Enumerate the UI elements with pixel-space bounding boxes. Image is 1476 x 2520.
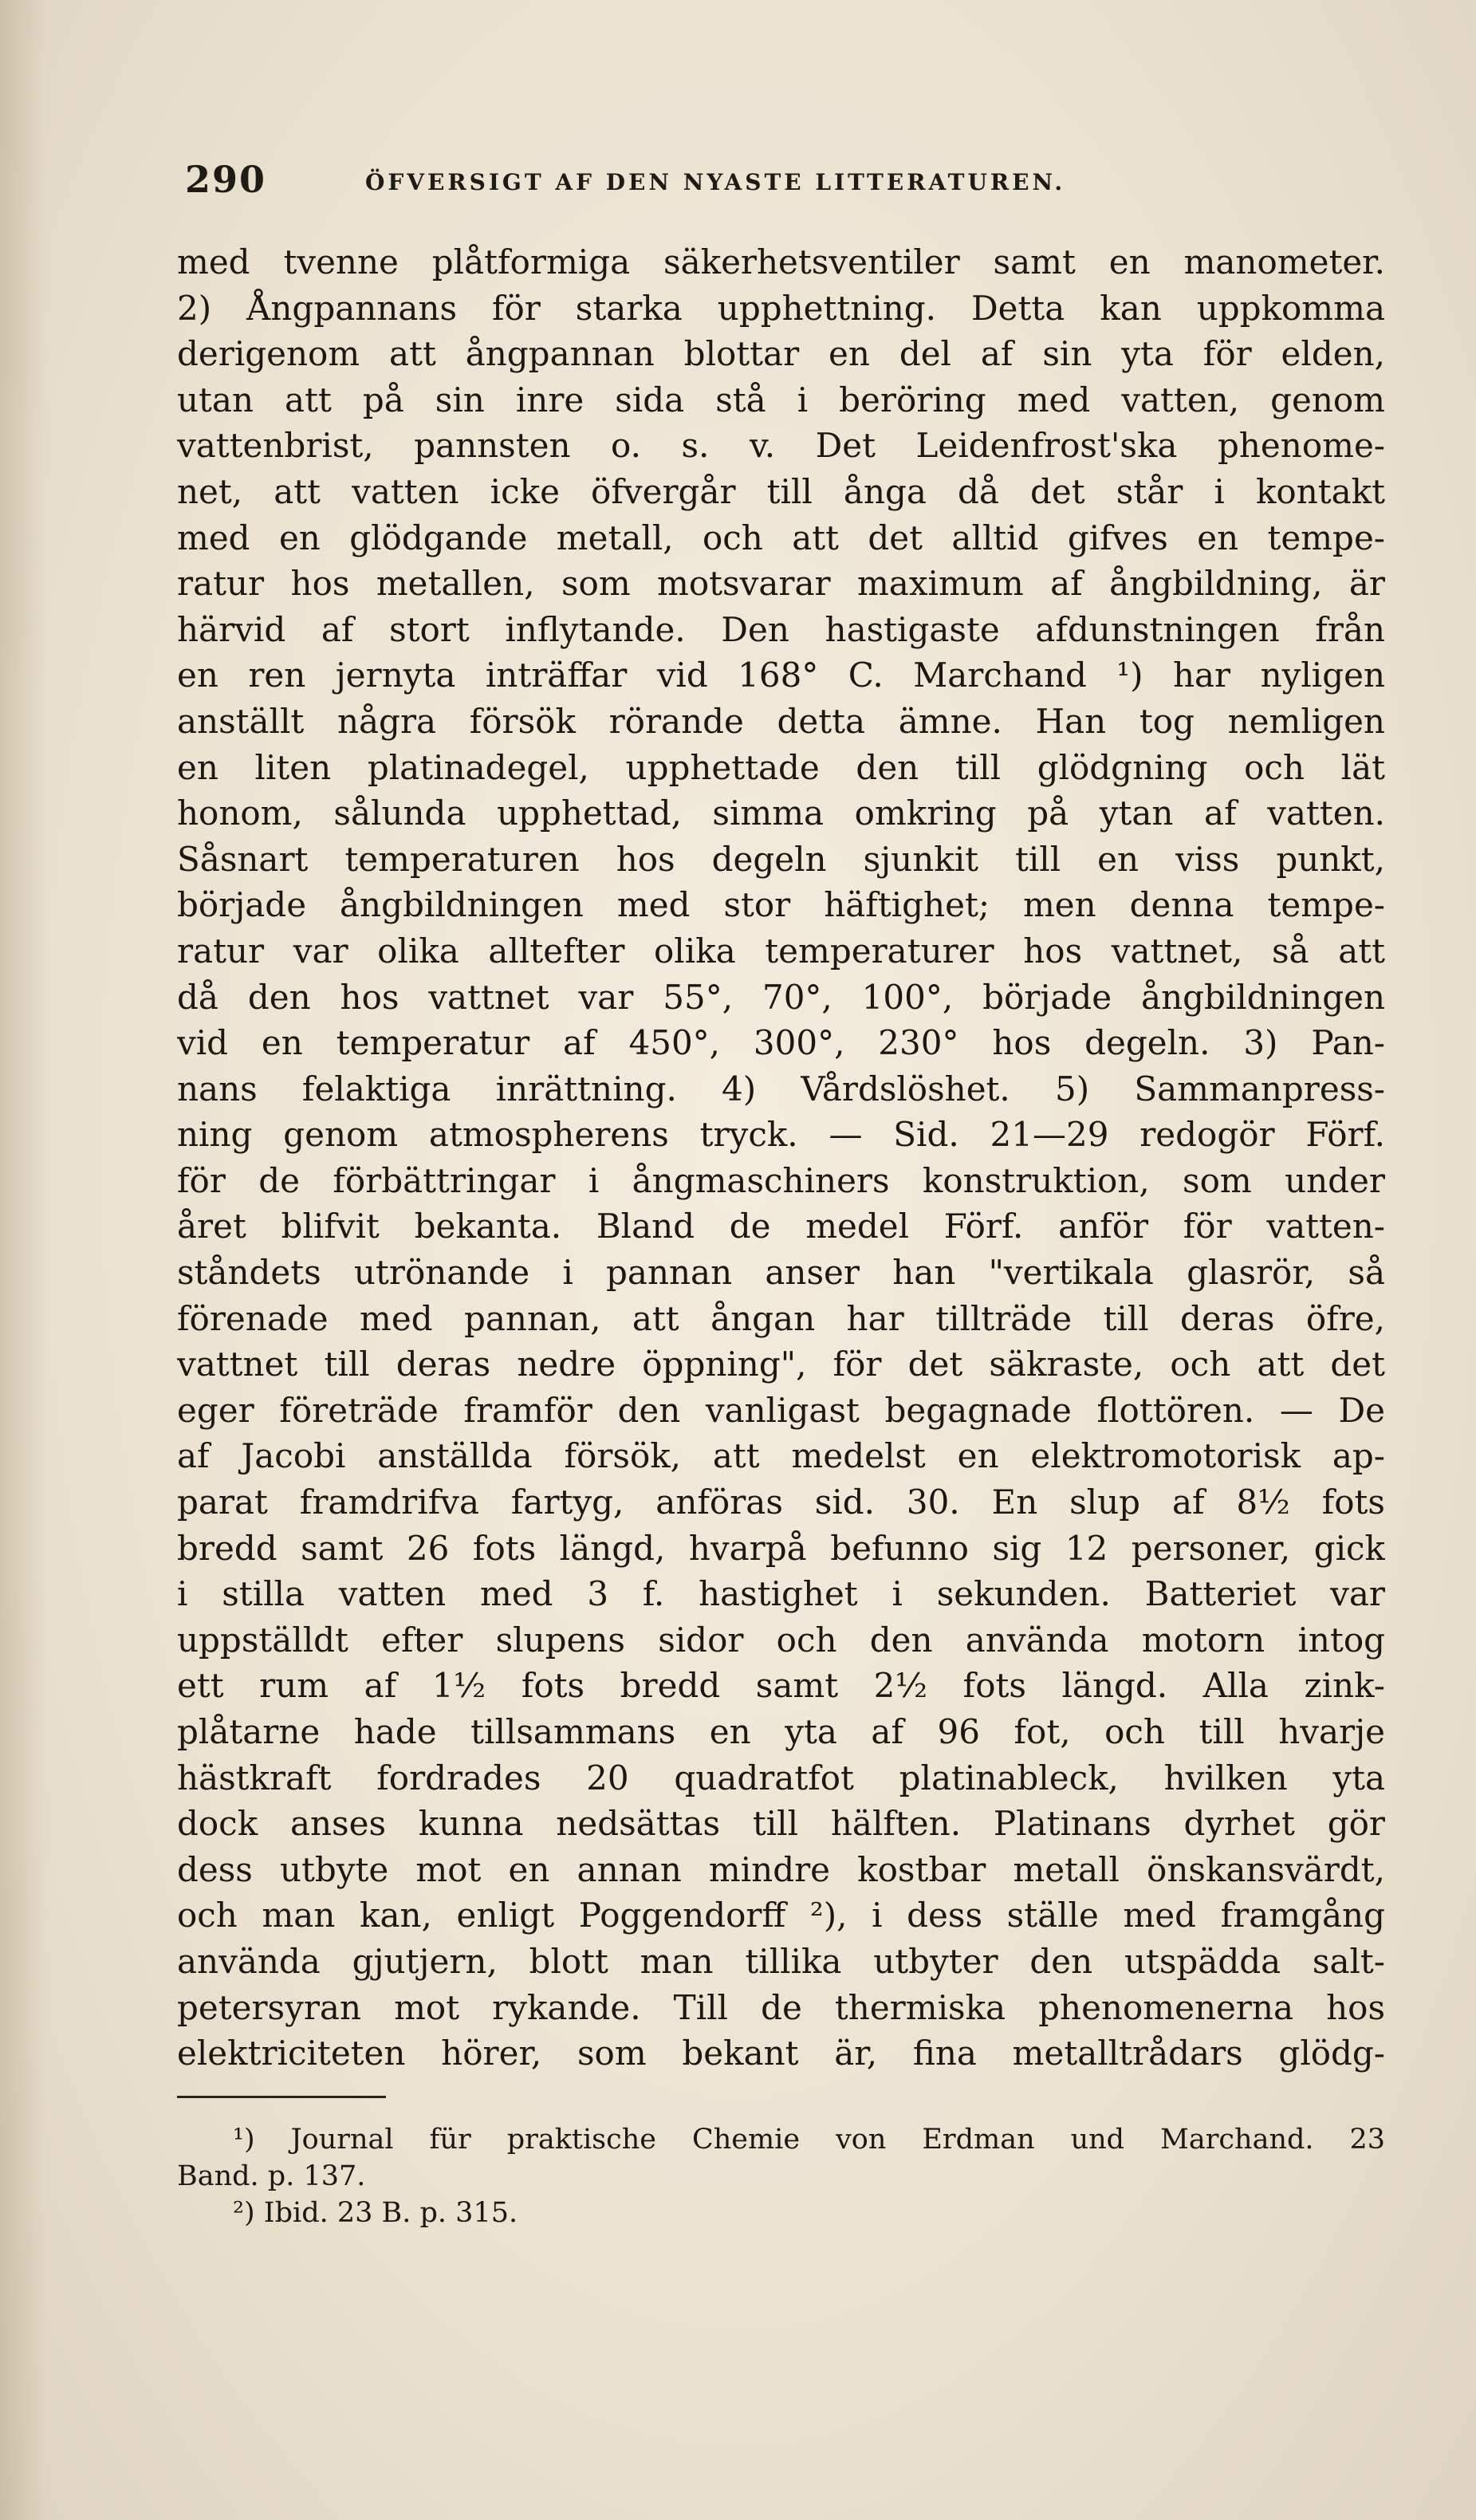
text-line: i stilla vatten med 3 f. hastighet i sekunden. Batteriet var	[177, 1574, 1385, 1614]
footnote-2: ²) Ibid. 23 B. p. 315.	[233, 2197, 518, 2229]
text-line: med tvenne plåtformiga säkerhetsventiler samt en manometer.	[177, 242, 1385, 282]
running-head: ÖFVERSIGT AF DEN NYASTE LITTERATUREN.	[365, 169, 1066, 195]
text-line: med en glödgande metall, och att det alltid gifves en tempe-	[177, 518, 1385, 557]
text-line: ratur hos metallen, som motsvarar maximum af ångbildning, är	[177, 564, 1385, 604]
text-line: ning genom atmospherens tryck. — Sid. 21—29 redogör Förf.	[177, 1115, 1385, 1155]
page-number: 290	[185, 158, 267, 201]
text-line: derigenom att ångpannan blottar en del af sin yta för elden,	[177, 334, 1385, 374]
text-line: anställt några försök rörande detta ämne. Han tog nemligen	[177, 701, 1385, 741]
text-line: och man kan, enligt Poggendorff ²), i dess ställe med framgång	[177, 1896, 1385, 1935]
text-line: för de förbättringar i ångmaschiners konstruktion, som under	[177, 1160, 1385, 1200]
text-line: ståndets utrönande i pannan anser han "vertikala glasrör, så	[177, 1253, 1385, 1293]
text-line: Såsnart temperaturen hos degeln sjunkit till en viss punkt,	[177, 839, 1385, 879]
text-line: förenade med pannan, att ångan har tillträde till deras öfre,	[177, 1298, 1385, 1338]
text-line: dock anses kunna nedsättas till hälften. Platinans dyrhet gör	[177, 1804, 1385, 1844]
text-line: net, att vatten icke öfvergår till ånga då det står i kontakt	[177, 471, 1385, 511]
text-line: parat framdrifva fartyg, anföras sid. 30. En slup af 8½ fots	[177, 1482, 1385, 1522]
text-line: bredd samt 26 fots längd, hvarpå befunno sig 12 personer, gick	[177, 1528, 1385, 1568]
text-line: af Jacobi anställda försök, att medelst en elektromotorisk ap-	[177, 1436, 1385, 1476]
text-line: vid en temperatur af 450°, 300°, 230° hos degeln. 3) Pan-	[177, 1023, 1385, 1063]
text-line: eger företräde framför den vanligast begagnade flottören. — De	[177, 1390, 1385, 1430]
text-line: nans felaktiga inrättning. 4) Vårdslöshet. 5) Sammanpress-	[177, 1069, 1385, 1108]
text-line: en liten platinadegel, upphettade den till glödgning och lät	[177, 747, 1385, 787]
text-line: elektriciteten hörer, som bekant är, fina metalltrådars glödg-	[177, 2034, 1385, 2073]
text-line: utan att på sin inre sida stå i beröring med vatten, genom	[177, 380, 1385, 419]
text-line: honom, sålunda upphettad, simma omkring på ytan af vatten.	[177, 793, 1385, 833]
text-line: plåtarne hade tillsammans en yta af 96 fot, och till hvarje	[177, 1712, 1385, 1751]
text-line: petersyran mot rykande. Till de thermiska phenomenerna hos	[177, 1987, 1385, 2027]
text-line: använda gjutjern, blott man tillika utbyter den utspädda salt-	[177, 1941, 1385, 1981]
text-line: då den hos vattnet var 55°, 70°, 100°, började ångbildningen	[177, 977, 1385, 1017]
text-line: dess utbyte mot en annan mindre kostbar metall önskansvärdt,	[177, 1849, 1385, 1889]
text-line: vattnet till deras nedre öppning", för det säkraste, och att det	[177, 1345, 1385, 1384]
text-line: ett rum af 1½ fots bredd samt 2½ fots längd. Alla zink-	[177, 1666, 1385, 1706]
body-text	[177, 239, 1385, 2077]
text-line: började ångbildningen med stor häftighet; men denna tempe-	[177, 885, 1385, 925]
text-line: uppställdt efter slupens sidor och den använda motorn intog	[177, 1620, 1385, 1660]
spine-shadow	[0, 0, 48, 2520]
text-line: 2) Ångpannans för starka upphettning. Detta kan uppkomma	[177, 288, 1385, 328]
footnote-1-continued: Band. p. 137.	[177, 2160, 366, 2192]
footnotes	[177, 2121, 1385, 2231]
footnote-rule	[177, 2096, 386, 2098]
text-line: hästkraft fordrades 20 quadratfot platinableck, hvilken yta	[177, 1758, 1385, 1797]
page-header	[185, 158, 1385, 214]
text-line: en ren jernyta inträffar vid 168° C. Marchand ¹) har nyligen	[177, 656, 1385, 695]
text-line: härvid af stort inflytande. Den hastigaste afdunstningen från	[177, 609, 1385, 649]
text-line: vattenbrist, pannsten o. s. v. Det Leidenfrost'ska phenome-	[177, 426, 1385, 466]
text-line: ratur var olika alltefter olika temperaturer hos vattnet, så att	[177, 931, 1385, 971]
text-line: året blifvit bekanta. Bland de medel Förf. anför för vatten-	[177, 1207, 1385, 1246]
footnote-1: ¹) Journal für praktische Chemie von Erdman und Marchand. 23	[233, 2124, 1385, 2156]
